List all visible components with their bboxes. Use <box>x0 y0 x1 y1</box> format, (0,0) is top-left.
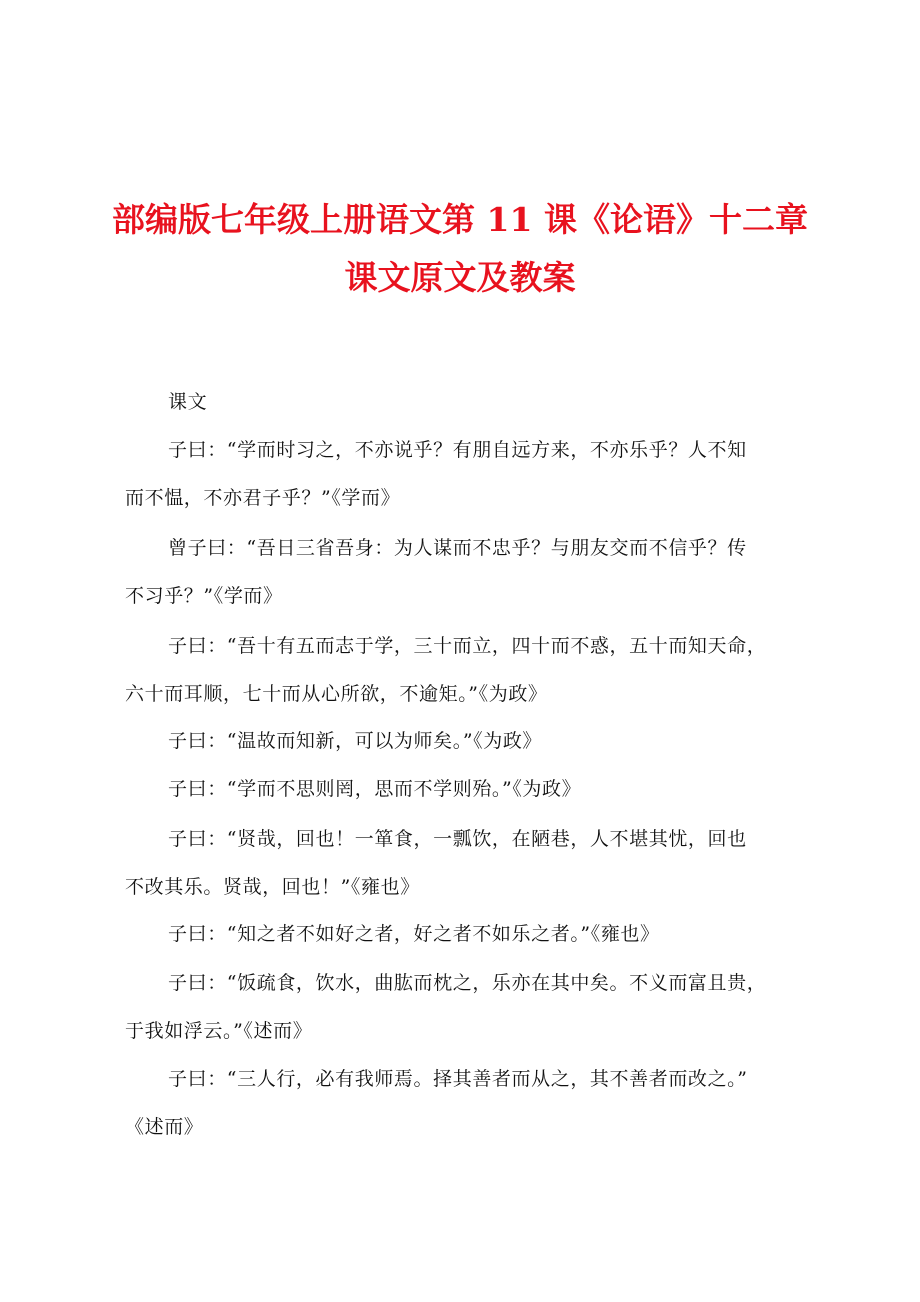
paragraph-line: 子曰：“学而时习之，不亦说乎？有朋自远方来，不亦乐乎？人不知 <box>168 439 747 461</box>
paragraph-7 <box>125 910 805 958</box>
paragraph-line: 子曰：“知之者不如好之者，好之者不如乐之者。”《雍也》 <box>168 923 660 945</box>
paragraph-line: 曾子曰：“吾日三省吾身：为人谋而不忠乎？与朋友交而不信乎？传 <box>168 537 747 559</box>
paragraph-line: 子曰：“贤哉，回也！一箪食，一瓢饮，在陋巷，人不堪其忧，回也 <box>168 828 747 850</box>
section-heading <box>125 378 805 426</box>
document-title-line-2: 课文原文及教案 <box>344 258 576 297</box>
paragraph-line: 子曰：“吾十有五而志于学，三十而立，四十而不惑，五十而知天命， <box>168 635 767 657</box>
paragraph-line: 六十而耳顺，七十而从心所欲，不逾矩。”《为政》 <box>125 683 548 705</box>
paragraph-line: 子曰：“三人行，必有我师焉。择其善者而从之，其不善者而改之。” <box>168 1068 748 1090</box>
paragraph-line: 子曰：“学而不思则罔，思而不学则殆。”《为政》 <box>168 778 582 800</box>
paragraph-3 <box>125 622 805 718</box>
paragraph-line: 不习乎？”《学而》 <box>125 585 283 607</box>
paragraph-line: 而不愠，不亦君子乎？”《学而》 <box>125 487 401 509</box>
paragraph-8 <box>125 959 805 1055</box>
paragraph-1 <box>125 426 805 522</box>
paragraph-2 <box>125 524 805 620</box>
paragraph-6 <box>125 815 805 911</box>
section-heading-text: 课文 <box>168 391 208 413</box>
paragraph-line: 子曰：“饭疏食，饮水，曲肱而枕之，乐亦在其中矣。不义而富且贵， <box>168 972 767 994</box>
paragraph-line: 《述而》 <box>125 1116 204 1138</box>
document-title-line-1: 部编版七年级上册语文第 11 课《论语》十二章 <box>112 200 808 239</box>
paragraph-9 <box>125 1055 805 1151</box>
paragraph-line: 于我如浮云。”《述而》 <box>125 1020 313 1042</box>
paragraph-line: 不改其乐。贤哉，回也！”《雍也》 <box>125 876 420 898</box>
paragraph-5 <box>125 765 805 813</box>
paragraph-line: 子曰：“温故而知新，可以为师矣。”《为政》 <box>168 730 543 752</box>
paragraph-4 <box>125 717 805 765</box>
